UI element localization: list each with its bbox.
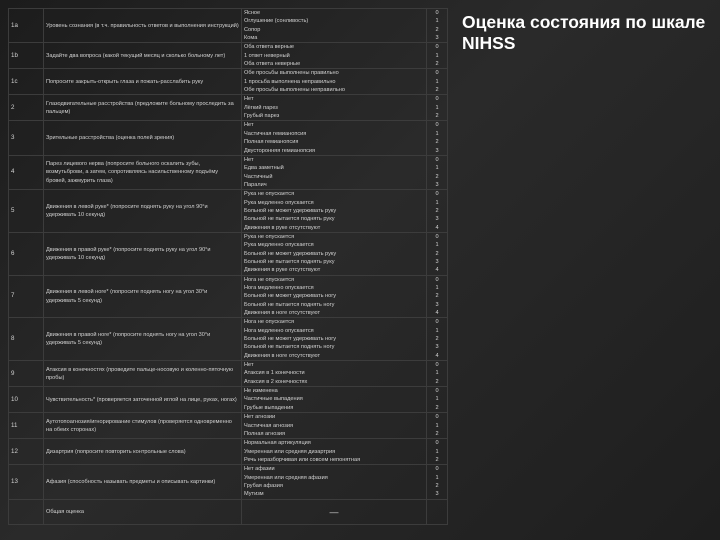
option-text: Умеренная или средняя дизартрия xyxy=(244,448,336,455)
item-scores xyxy=(427,190,448,233)
option-text: Нога медленно опускается xyxy=(244,285,314,291)
score-value: 0 xyxy=(435,440,439,447)
option-text: Сопор xyxy=(244,26,261,33)
option-text: Больной не может удерживать ногу xyxy=(244,336,337,343)
score-value: 2 xyxy=(435,113,439,120)
option-text: Нога не опускается xyxy=(244,276,295,283)
nihss-table-body xyxy=(9,9,448,500)
score-value: 2 xyxy=(435,293,439,300)
score-value: 1 xyxy=(435,165,439,172)
option-text: Частичный xyxy=(244,173,273,180)
option-text: Частичная агнозия xyxy=(244,422,294,429)
option-text: Больной не пытается поднять руку xyxy=(244,258,335,265)
score-value: 3 xyxy=(435,258,439,265)
item-scores xyxy=(427,69,448,95)
score-value: 0 xyxy=(435,466,439,473)
option-text: Больной не пытается поднять ногу xyxy=(244,344,335,351)
item-description: Задайте два вопроса (какой текущий месяц и сколько больному лет) xyxy=(44,43,242,69)
score-value: 1 xyxy=(435,285,439,291)
total-row xyxy=(9,499,448,524)
item-description: Попросите закрыть-открыть глаза и пожать-расслабить руку xyxy=(44,69,242,95)
item-description: Чувствительность* (проверяется заточенной иглой на лице, руках, ногах) xyxy=(44,387,242,413)
option-text: Не изменена xyxy=(244,388,278,395)
slide-title: Оценка состояния по шкале NIHSS xyxy=(462,12,706,53)
item-number: 2 xyxy=(9,95,44,121)
item-scores xyxy=(427,43,448,69)
score-value: 4 xyxy=(435,310,439,317)
item-number: 5 xyxy=(9,190,44,233)
score-value: 3 xyxy=(435,491,439,498)
option-text: Частичная гемианопсия xyxy=(244,130,307,137)
option-text: Полная гемианопсия xyxy=(244,139,299,146)
item-description: Движения в левой руке* (попросите поднять руку на угол 90°и удерживать 10 секунд) xyxy=(44,190,242,233)
table-row xyxy=(9,121,448,155)
table-row xyxy=(9,155,448,189)
score-value: 3 xyxy=(435,344,439,351)
table-row xyxy=(9,387,448,413)
item-scores xyxy=(427,155,448,189)
option-text: Нога не опускается xyxy=(244,319,295,326)
item-number: 1a xyxy=(9,9,44,43)
item-options xyxy=(242,413,427,439)
item-options xyxy=(242,121,427,155)
score-value: 2 xyxy=(435,173,439,180)
item-options xyxy=(242,43,427,69)
score-value: 1 xyxy=(435,370,439,377)
option-text: Оба ответа неверные xyxy=(244,61,301,68)
score-value: 1 xyxy=(435,242,439,249)
option-text: 1 ответ неверный xyxy=(244,52,290,59)
item-scores xyxy=(427,318,448,361)
table-row xyxy=(9,43,448,69)
total-num-cell xyxy=(9,499,44,524)
score-value: 2 xyxy=(435,404,439,411)
item-options xyxy=(242,232,427,275)
option-text: Умеренная или средняя афазия xyxy=(244,474,328,481)
score-value: 1 xyxy=(435,52,439,59)
table-row xyxy=(9,190,448,233)
score-value: 3 xyxy=(435,181,439,188)
nihss-table-container xyxy=(8,8,441,517)
option-text: Рука не опускается xyxy=(244,233,295,240)
option-text: Частичные выпадения xyxy=(244,396,303,403)
score-value: 0 xyxy=(435,191,439,198)
option-text: Рука не опускается xyxy=(244,191,295,198)
option-text: Нет xyxy=(244,96,254,103)
item-options xyxy=(242,318,427,361)
item-options xyxy=(242,361,427,387)
option-text: Больной не пытается поднять ногу xyxy=(244,301,335,308)
score-value: 2 xyxy=(435,139,439,146)
score-value: 2 xyxy=(435,456,439,463)
option-text: Нет xyxy=(244,122,254,129)
item-description: Зрительные расстройства (оценка полей зрения) xyxy=(44,121,242,155)
option-text: Полная агнозия xyxy=(244,430,286,437)
score-value: 1 xyxy=(435,78,439,85)
table-row xyxy=(9,318,448,361)
option-text: Оба ответа верные xyxy=(244,44,294,51)
table-row xyxy=(9,465,448,499)
score-value: 3 xyxy=(435,301,439,308)
score-value: 1 xyxy=(435,474,439,481)
score-value: 4 xyxy=(435,267,439,274)
item-scores xyxy=(427,361,448,387)
item-number: 1c xyxy=(9,69,44,95)
score-value: 3 xyxy=(435,35,439,42)
item-description: Глазодвигательные расстройства (предложите больному проследить за пальцем) xyxy=(44,95,242,121)
item-options xyxy=(242,275,427,318)
option-text: Оглушение (сонливость) xyxy=(244,18,309,25)
option-text: Паралич xyxy=(244,181,267,188)
total-value: — xyxy=(242,499,427,524)
score-value: 2 xyxy=(435,336,439,343)
option-text: Кома xyxy=(244,35,258,42)
option-text: Больной не может удерживать руку xyxy=(244,250,337,257)
option-text: Нет xyxy=(244,362,254,369)
item-number: 4 xyxy=(9,155,44,189)
table-row xyxy=(9,95,448,121)
option-text: Едва заметный xyxy=(244,165,284,172)
option-text: Речь неразборчивая или совсем непонятная xyxy=(244,456,361,463)
item-number: 13 xyxy=(9,465,44,499)
score-value: 0 xyxy=(435,44,439,51)
item-scores xyxy=(427,465,448,499)
option-text: Движения в руке отсутствуют xyxy=(244,267,321,274)
item-description: Движения в левой ноге* (попросите поднять ногу на угол 30°и удерживать 5 секунд) xyxy=(44,275,242,318)
option-text: Движения в ноге отсутствуют xyxy=(244,310,321,317)
option-text: Больной не может удерживать ногу xyxy=(244,293,337,300)
item-scores xyxy=(427,232,448,275)
score-value: 2 xyxy=(435,26,439,33)
score-value: 0 xyxy=(435,276,439,283)
item-options xyxy=(242,439,427,465)
item-scores xyxy=(427,121,448,155)
score-value: 0 xyxy=(435,388,439,395)
total-label: Общая оценка xyxy=(44,499,242,524)
table-row xyxy=(9,361,448,387)
score-value: 1 xyxy=(435,422,439,429)
score-value: 4 xyxy=(435,224,439,231)
item-number: 7 xyxy=(9,275,44,318)
item-number: 3 xyxy=(9,121,44,155)
option-text: Движения в руке отсутствуют xyxy=(244,224,321,231)
item-options xyxy=(242,387,427,413)
option-text: Нет афазии xyxy=(244,466,275,473)
score-value: 0 xyxy=(435,70,439,77)
score-value: 2 xyxy=(435,61,439,68)
item-description: Афазия (способность называть предметы и описывать картинки) xyxy=(44,465,242,499)
option-text: 1 просьба выполнена неправильно xyxy=(244,78,336,85)
item-number: 6 xyxy=(9,232,44,275)
option-text: Грубый парез xyxy=(244,113,280,120)
option-text: Обе просьбы выполнены неправильно xyxy=(244,87,345,94)
item-description: Атаксия в конечностях (проведите пальце-носовую и коленно-пяточную пробы) xyxy=(44,361,242,387)
score-value: 0 xyxy=(435,319,439,326)
item-description: Движения в правой руке* (попросите поднять руку на угол 90°и удерживать 10 секунд) xyxy=(44,232,242,275)
table-row xyxy=(9,69,448,95)
option-text: Лёгкий парез xyxy=(244,104,278,111)
score-value: 2 xyxy=(435,378,439,385)
item-options xyxy=(242,95,427,121)
option-text: Грубая афазия xyxy=(244,482,283,489)
score-value: 0 xyxy=(435,156,439,163)
table-row xyxy=(9,413,448,439)
item-description: Дизартрия (попросите повторить контрольные слова) xyxy=(44,439,242,465)
option-text: Обе просьбы выполнены правильно xyxy=(244,70,339,77)
score-value: 4 xyxy=(435,352,439,359)
score-value: 0 xyxy=(435,10,439,16)
item-description: Аутотопоагнозия/игнорирование стимулов (проверяется одновременно на обеих сторонах) xyxy=(44,413,242,439)
item-options xyxy=(242,155,427,189)
score-value: 0 xyxy=(435,362,439,369)
item-options xyxy=(242,465,427,499)
option-text: Нет агнозии xyxy=(244,414,276,421)
score-value: 1 xyxy=(435,448,439,455)
item-options xyxy=(242,9,427,43)
item-scores xyxy=(427,387,448,413)
item-number: 11 xyxy=(9,413,44,439)
total-score-cell xyxy=(427,499,448,524)
item-number: 12 xyxy=(9,439,44,465)
item-options xyxy=(242,190,427,233)
item-number: 9 xyxy=(9,361,44,387)
table-row xyxy=(9,9,448,43)
nihss-table xyxy=(8,8,448,525)
option-text: Движения в ноге отсутствуют xyxy=(244,352,321,359)
item-scores xyxy=(427,275,448,318)
item-scores xyxy=(427,413,448,439)
item-options xyxy=(242,69,427,95)
item-number: 1b xyxy=(9,43,44,69)
table-row xyxy=(9,275,448,318)
option-text: Рука медленно опускается xyxy=(244,242,314,249)
score-value: 1 xyxy=(435,130,439,137)
score-value: 3 xyxy=(435,216,439,223)
score-value: 1 xyxy=(435,18,439,25)
score-value: 3 xyxy=(435,147,439,154)
table-row xyxy=(9,439,448,465)
score-value: 0 xyxy=(435,122,439,129)
score-value: 2 xyxy=(435,430,439,437)
option-text: Мутизм xyxy=(244,491,264,498)
score-value: 1 xyxy=(435,327,439,334)
option-text: Больной не пытается поднять руку xyxy=(244,216,335,223)
option-text: Ясное xyxy=(244,10,261,16)
score-value: 1 xyxy=(435,396,439,403)
score-value: 1 xyxy=(435,199,439,206)
score-value: 0 xyxy=(435,96,439,103)
score-value: 2 xyxy=(435,482,439,489)
option-text: Атаксия в 2 конечностях xyxy=(244,378,308,385)
table-row xyxy=(9,232,448,275)
score-value: 2 xyxy=(435,250,439,257)
item-scores xyxy=(427,9,448,43)
score-value: 0 xyxy=(435,233,439,240)
option-text: Нет xyxy=(244,156,254,163)
item-description: Уровень сознания (в т.ч. правильность ответов и выполнения инструкций) xyxy=(44,9,242,43)
item-description: Движения в правой ноге* (попросите поднять ногу на угол 30°и удерживать 5 секунд) xyxy=(44,318,242,361)
item-scores xyxy=(427,439,448,465)
option-text: Рука медленно опускается xyxy=(244,199,314,206)
item-number: 10 xyxy=(9,387,44,413)
option-text: Нормальная артикуляция xyxy=(244,440,311,447)
option-text: Нога медленно опускается xyxy=(244,327,314,334)
option-text: Больной не может удерживать руку xyxy=(244,207,337,214)
score-value: 2 xyxy=(435,87,439,94)
score-value: 2 xyxy=(435,207,439,214)
score-value: 0 xyxy=(435,414,439,421)
item-number: 8 xyxy=(9,318,44,361)
item-scores xyxy=(427,95,448,121)
item-description: Парез лицевого нерва (попросите больного оскалить зубы, возмутьброви, а затем, сопротивляясь насильственному подъёму бровей, зажмурить глаза) xyxy=(44,155,242,189)
score-value: 1 xyxy=(435,104,439,111)
option-text: Грубые выпадения xyxy=(244,404,294,411)
option-text: Двусторонняя гемианопсия xyxy=(244,147,316,154)
option-text: Атаксия в 1 конечности xyxy=(244,370,305,377)
